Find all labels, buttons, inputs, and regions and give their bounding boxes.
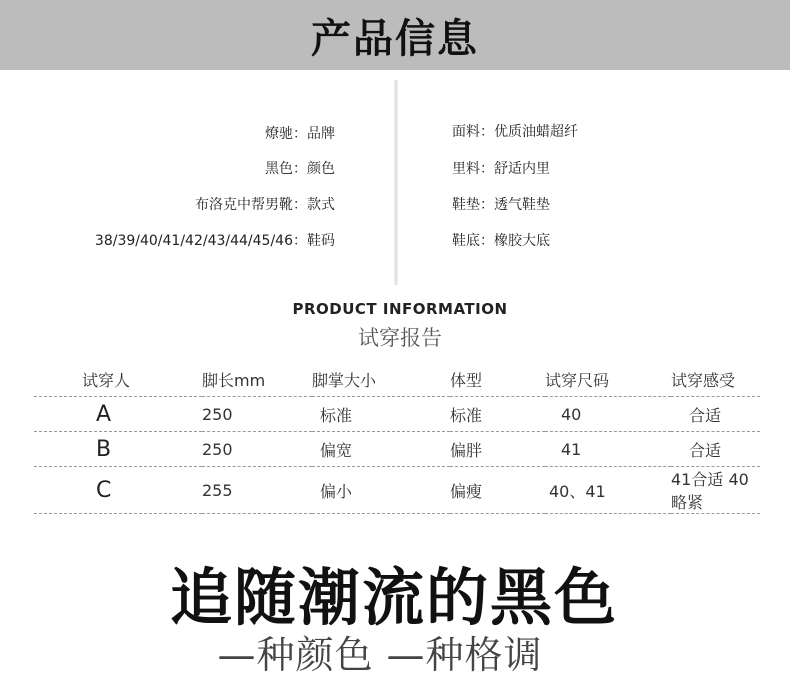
info-color: 黑色：颜色: [265, 161, 335, 177]
cell-foot-width: 标准: [312, 397, 450, 432]
cell-size: 40、41: [545, 467, 671, 514]
cell-size: 41: [545, 432, 671, 467]
section-heading-cn: 试穿报告: [358, 326, 442, 350]
cell-foot-length: 250: [202, 432, 312, 467]
info-sizes: 38/39/40/41/42/43/44/45/46：鞋码: [94, 233, 335, 249]
col-header-feeling: 试穿感受: [671, 370, 736, 390]
info-brand: 燎驰：品牌: [265, 126, 335, 142]
cell-body-type: 标准: [450, 397, 545, 432]
cell-foot-length: 250: [202, 397, 312, 432]
cell-foot-width: 偏宽: [312, 432, 450, 467]
cell-feeling: 41合适 40略紧: [671, 467, 760, 514]
cell-body-type: 偏胖: [450, 432, 545, 467]
cell-feeling: 合适: [671, 397, 760, 432]
col-header-size: 试穿尺码: [545, 370, 610, 390]
col-header-body-type: 体型: [450, 370, 483, 390]
table-row: [34, 467, 760, 514]
table-header-row: [34, 362, 760, 397]
table-row: [34, 397, 760, 432]
cell-size: 40: [545, 397, 671, 432]
fitting-report-table: [34, 362, 760, 514]
info-style: 布洛克中帮男靴：款式: [195, 197, 335, 213]
slogan-main: 追随潮流的黑色: [169, 561, 618, 634]
slogan-sub: —种颜色 —种格调: [217, 633, 543, 677]
info-lining: 里料：舒适内里: [452, 161, 550, 177]
cell-feeling: 合适: [671, 432, 760, 467]
column-divider: [394, 80, 398, 285]
info-insole: 鞋垫：透气鞋垫: [452, 197, 550, 213]
info-upper: 面料：优质油蜡超纤: [452, 124, 578, 140]
cell-foot-width: 偏小: [312, 467, 450, 514]
cell-person: C: [96, 477, 112, 503]
page-title: 产品信息: [311, 16, 479, 62]
cell-body-type: 偏瘦: [450, 467, 545, 514]
cell-person: A: [96, 401, 112, 427]
col-header-foot-width: 脚掌大小: [312, 370, 377, 390]
cell-person: B: [96, 436, 112, 462]
section-heading-en: PRODUCT INFORMATION: [292, 300, 508, 318]
table-row: [34, 432, 760, 467]
cell-foot-length: 255: [202, 467, 312, 514]
col-header-foot-length: 脚长mm: [202, 370, 266, 390]
col-header-person: 试穿人: [82, 370, 131, 390]
info-outsole: 鞋底：橡胶大底: [452, 233, 550, 249]
